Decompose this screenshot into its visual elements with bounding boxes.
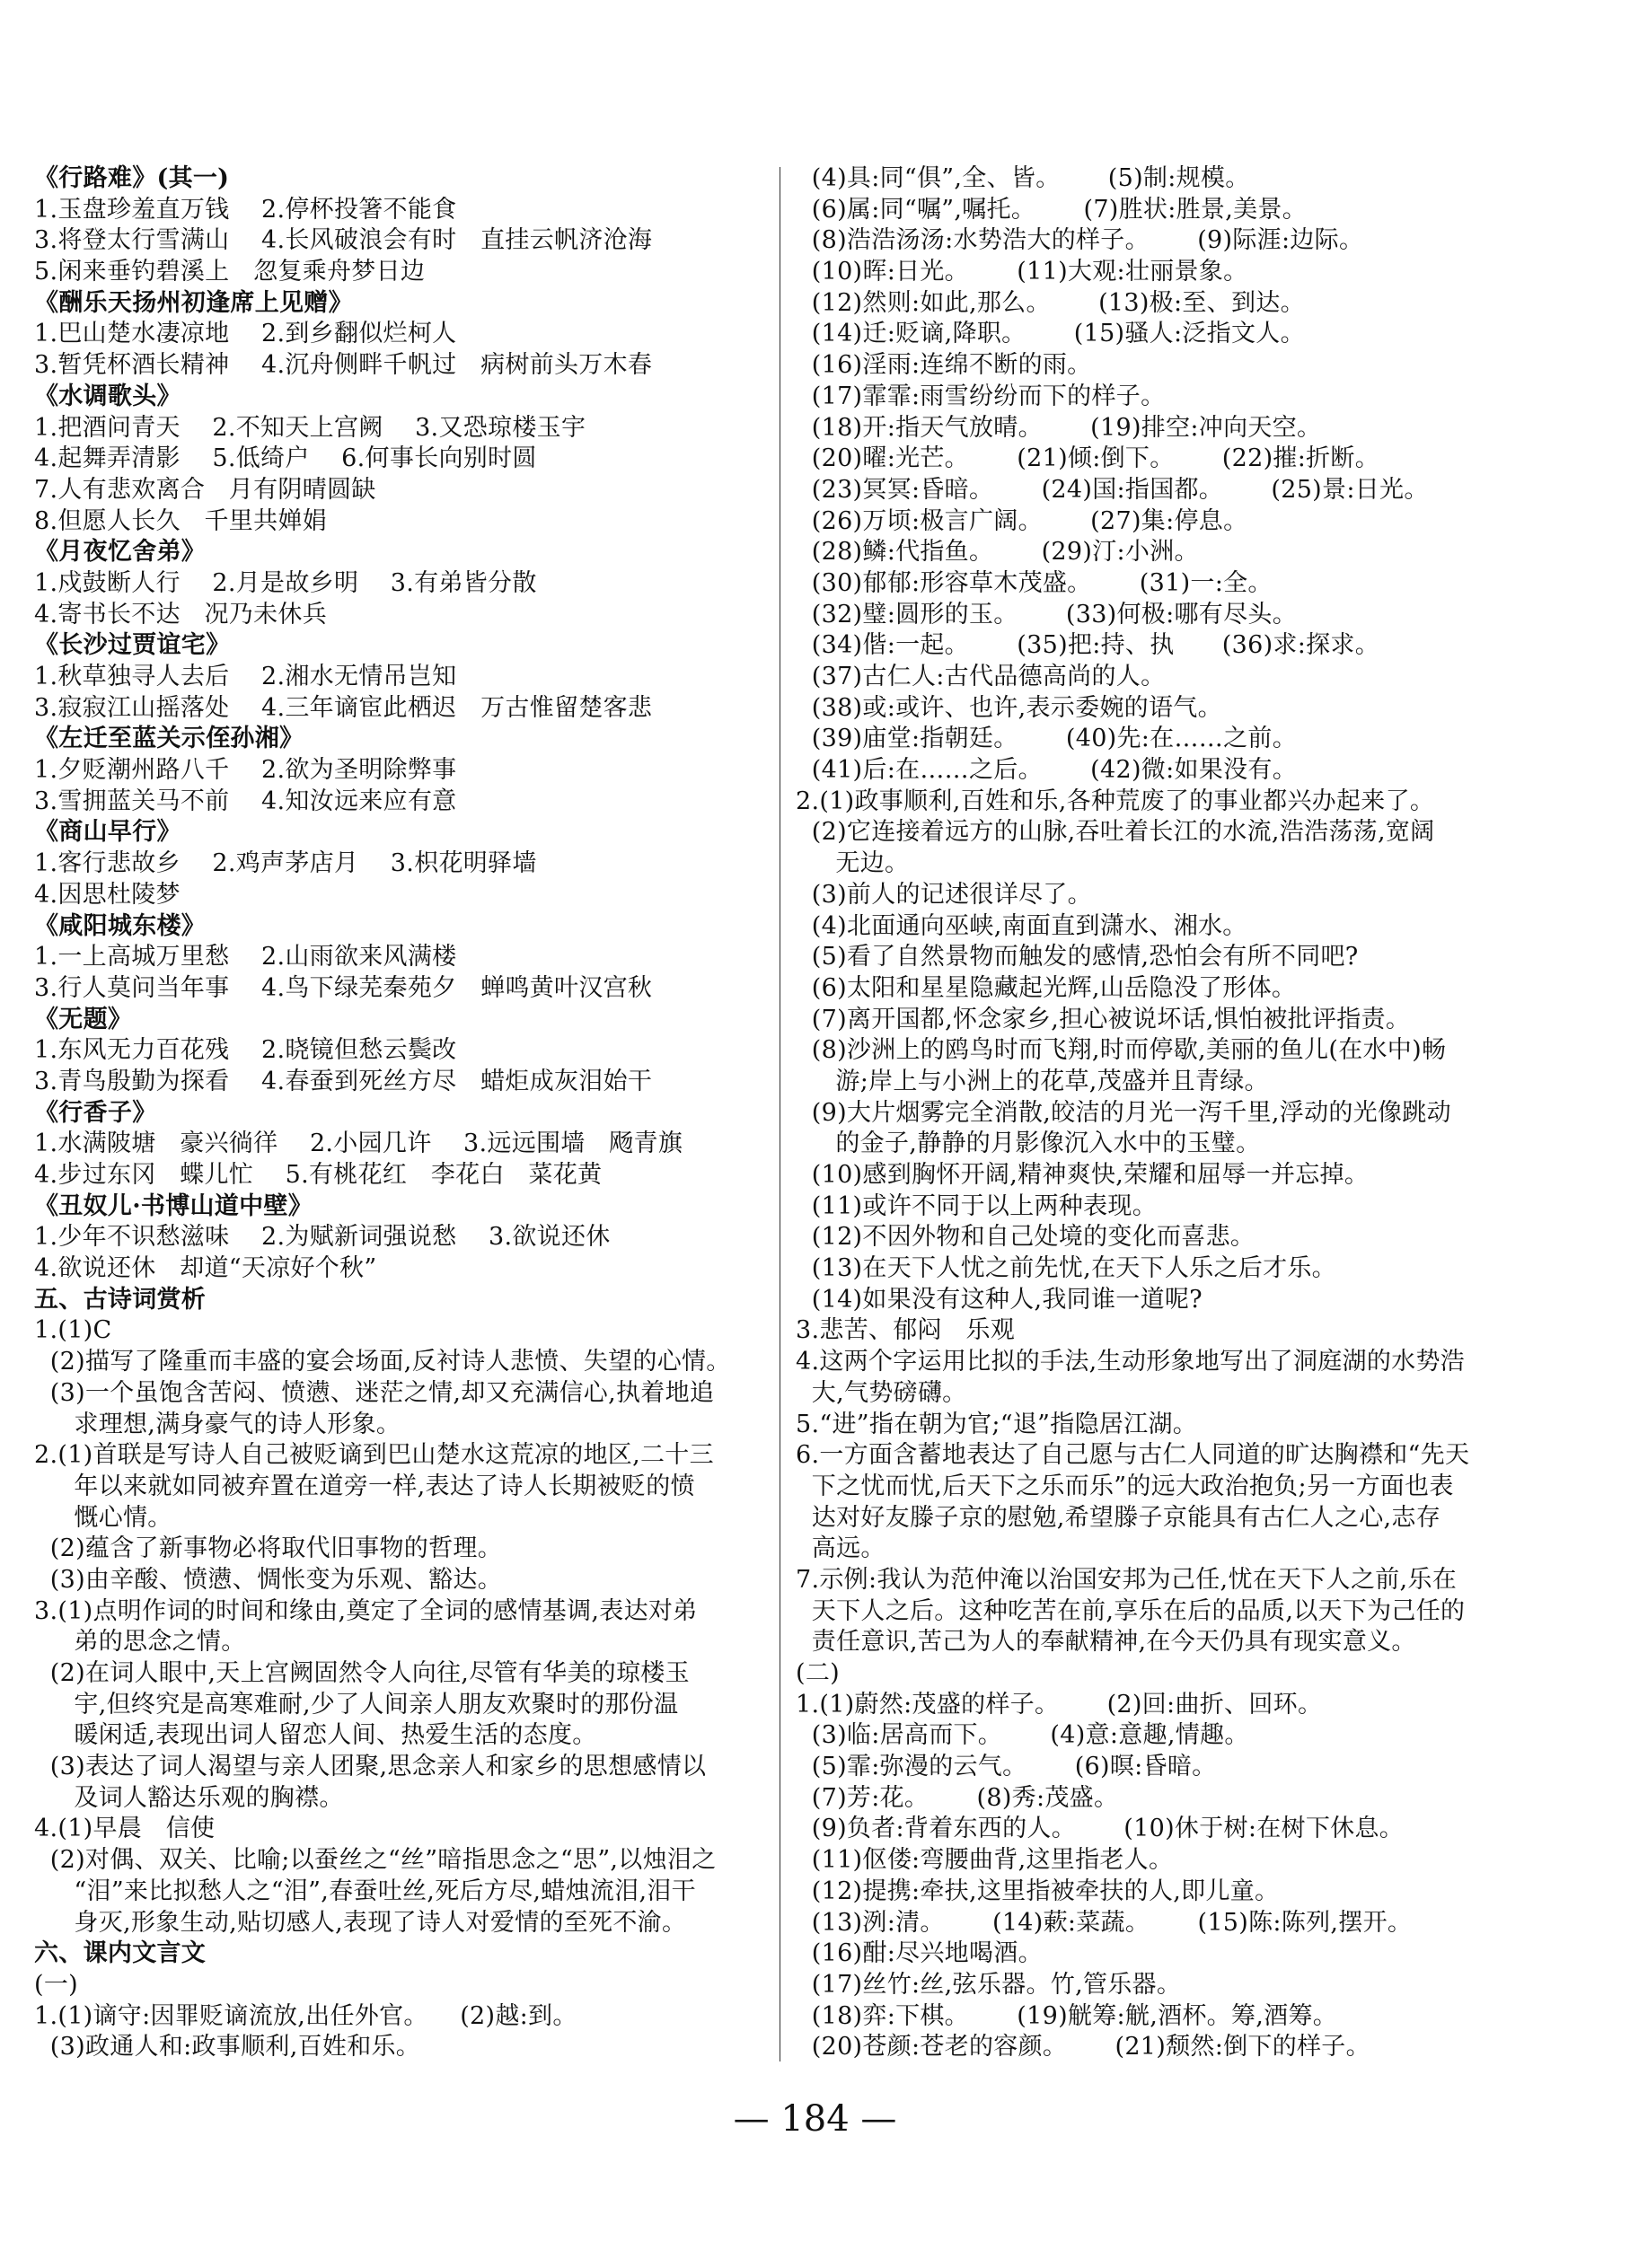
right-column [796, 163, 1568, 2063]
answer-line: 4.因思杜陵梦 [34, 880, 181, 909]
answer-line: (6)太阳和星星隐藏起光辉,山岳隐没了形体。 [796, 973, 1297, 1002]
section-heading: 《咸阳城东楼》 [34, 911, 207, 940]
answer-line: (23)冥冥:昏暗。 (24)国:指国都。 (25)景:日光。 [796, 475, 1429, 504]
section-heading: 《水调歌头》 [34, 382, 181, 410]
answer-line: (4)北面通向巫峡,南面直到潇水、湘水。 [796, 911, 1247, 940]
section-heading: 《商山早行》 [34, 818, 181, 847]
answer-line: 的金子,静静的月影像沉入水中的玉璧。 [796, 1130, 1261, 1158]
answer-line: 1.玉盘珍羞直万钱 2.停杯投箸不能食 [34, 195, 457, 224]
answer-line: (12)提携:牵扶,这里指被牵扶的人,即儿童。 [796, 1877, 1280, 1905]
answer-line: 1.(1)谪守:因罪贬谪流放,出任外官。 (2)越:到。 [34, 2001, 577, 2030]
answer-line: 5.闲来垂钓碧溪上 忽复乘舟梦日边 [34, 258, 426, 286]
answer-line: (9)负者:背着东西的人。 (10)休于树:在树下休息。 [796, 1815, 1405, 1843]
answer-line: (7)芳:花。 (8)秀:茂盛。 [796, 1783, 1119, 1812]
answer-line: 1.秋草独寻人去后 2.湘水无情吊岂知 [34, 663, 457, 690]
answer-line: 1.东风无力百花残 2.晓镜但愁云鬓改 [34, 1036, 457, 1065]
answer-line: 1.(1)蔚然:茂盛的样子。 (2)回:曲折、回环。 [796, 1690, 1323, 1719]
answer-line: 2.(1)首联是写诗人自己被贬谪到巴山楚水这荒凉的地区,二十三 [34, 1441, 714, 1470]
answer-line: 身灭,形象生动,贴切感人,表现了诗人对爱情的至死不渝。 [34, 1908, 687, 1937]
answer-line: 1.巴山楚水凄凉地 2.到乡翻似烂柯人 [34, 320, 457, 348]
answer-line: 7.示例:我认为范仲淹以治国安邦为己任,忧在天下人之前,乐在 [796, 1565, 1458, 1594]
answer-line: (2)描写了隆重而丰盛的宴会场面,反衬诗人悲愤、失望的心情。 [34, 1348, 731, 1376]
answer-line: 2.(1)政事顺利,百姓和乐,各种荒废了的事业都兴办起来了。 [796, 787, 1435, 815]
answer-line: (39)庙堂:指朝廷。 (40)先:在……之前。 [796, 725, 1298, 753]
answer-line: 无边。 [796, 849, 910, 878]
answer-line: (30)郁郁:形容草木茂盛。 (31)一:全。 [796, 568, 1273, 597]
answer-line: 求理想,满身豪气的诗人形象。 [34, 1410, 401, 1438]
answer-line: 及词人豁达乐观的胸襟。 [34, 1783, 344, 1812]
answer-line: (10)晖:日光。 (11)大观:壮丽景象。 [796, 258, 1248, 286]
answer-line: (18)弈:下棋。 (19)觥筹:觥,酒杯。筹,酒筹。 [796, 2001, 1338, 2030]
answer-line: (11)伛偻:弯腰曲背,这里指老人。 [796, 1846, 1174, 1875]
answer-line: 大,气势磅礴。 [796, 1378, 967, 1407]
answer-line: 3.(1)点明作词的时间和缘由,奠定了全词的感情基调,表达对弟 [34, 1596, 698, 1625]
answer-line: (8)沙洲上的鸥鸟时而飞翔,时而停歇,美丽的鱼儿(在水中)畅 [796, 1036, 1447, 1065]
answer-line: 天下人之后。这种吃苦在前,享乐在后的品质,以天下为己任的 [796, 1596, 1466, 1625]
answer-line: 3.行人莫问当年事 4.鸟下绿芜秦苑夕 蝉鸣黄叶汉宫秋 [34, 973, 653, 1002]
answer-line: (3)政通人和:政事顺利,百姓和乐。 [34, 2033, 421, 2061]
answer-line: (17)霏霏:雨雪纷纷而下的样子。 [796, 382, 1166, 410]
answer-line: 责任意识,苦己为人的奉献精神,在今天仍具有现实意义。 [796, 1628, 1416, 1657]
answer-line: (3)由辛酸、愤懑、惆怅变为乐观、豁达。 [34, 1565, 503, 1594]
answer-line: 4.步过东冈 蝶儿忙 5.有桃花红 李花白 菜花黄 [34, 1161, 603, 1189]
answer-line: (3)临:居高而下。 (4)意:意趣,情趣。 [796, 1721, 1249, 1750]
answer-line: (32)璧:圆形的玉。 (33)何极:哪有尽头。 [796, 600, 1298, 629]
section-heading: 《左迁至蓝关示侄孙湘》 [34, 725, 304, 753]
answer-line: 4.起舞弄清影 5.低绮户 6.何事长向别时圆 [34, 444, 537, 473]
answer-line: 1.戍鼓断人行 2.月是故乡明 3.有弟皆分散 [34, 568, 537, 597]
section-heading: 五、古诗词赏析 [34, 1285, 207, 1314]
section-heading: 六、课内文言文 [34, 1939, 207, 1968]
answer-line: 8.但愿人长久 千里共婵娟 [34, 506, 328, 535]
section-heading: 《行路难》(其一) [34, 164, 230, 192]
answer-line: (5)霏:弥漫的云气。 (6)暝:昏暗。 [796, 1753, 1217, 1781]
answer-line: (37)古仁人:古代品德高尚的人。 [796, 663, 1166, 690]
answer-line: (41)后:在……之后。 (42)微:如果没有。 [796, 756, 1298, 785]
answer-line: 3.雪拥蓝关马不前 4.知汝远来应有意 [34, 787, 457, 815]
answer-line: (7)离开国都,怀念家乡,担心被说坏话,惧怕被批评指责。 [796, 1005, 1411, 1033]
answer-line: 达对好友滕子京的慰勉,希望滕子京能具有古仁人之心,志存 [796, 1503, 1441, 1532]
answer-line: (2)蕴含了新事物必将取代旧事物的哲理。 [34, 1534, 503, 1563]
answer-line: (14)迁:贬谪,降职。 (15)骚人:泛指文人。 [796, 320, 1305, 348]
answer-line: 1.(1)C [34, 1316, 112, 1345]
answer-line: (10)感到胸怀开阔,精神爽快,荣耀和屈辱一并忘掉。 [796, 1161, 1370, 1189]
answer-line: 暖闲适,表现出词人留恋人间、热爱生活的态度。 [34, 1721, 597, 1750]
answer-line: 宇,但终究是高寒难耐,少了人间亲人朋友欢聚时的那份温 [34, 1690, 679, 1719]
answer-line: 4.寄书长不达 况乃未休兵 [34, 600, 328, 629]
section-heading: 《行香子》 [34, 1098, 157, 1127]
answer-line: (38)或:或许、也许,表示委婉的语气。 [796, 693, 1222, 722]
answer-line: (17)丝竹:丝,弦乐器。竹,管乐器。 [796, 1970, 1182, 1999]
left-column [34, 163, 776, 2063]
answer-line: (2)对偶、双关、比喻;以蚕丝之“丝”暗指思念之“思”,以烛泪之 [34, 1846, 717, 1875]
answer-line: (8)浩浩汤汤:水势浩大的样子。 (9)际涯:边际。 [796, 226, 1364, 255]
answer-line: 3.暂凭杯酒长精神 4.沉舟侧畔千帆过 病树前头万木春 [34, 351, 653, 380]
section-heading: 《丑奴儿·书博山道中壁》 [34, 1191, 313, 1220]
answer-line: (18)开:指天气放晴。 (19)排空:冲向天空。 [796, 413, 1322, 442]
answer-line: (12)不因外物和自己处境的变化而喜悲。 [796, 1223, 1256, 1252]
answer-line: 3.寂寂江山摇落处 4.三年谪宦此栖迟 万古惟留楚客悲 [34, 693, 653, 722]
answer-line: “泪”来比拟愁人之“泪”,春蚕吐丝,死后方尽,蜡烛流泪,泪干 [34, 1877, 696, 1905]
answer-line: (二) [796, 1659, 840, 1687]
answer-line: 1.把酒问青天 2.不知天上宫阙 3.又恐琼楼玉宇 [34, 413, 586, 442]
section-heading: 《无题》 [34, 1005, 133, 1033]
answer-line: (16)淫雨:连绵不断的雨。 [796, 351, 1092, 380]
answer-line: (2)在词人眼中,天上宫阙固然令人向往,尽管有华美的琼楼玉 [34, 1659, 690, 1687]
answer-line: (20)苍颜:苍老的容颜。 (21)颓然:倒下的样子。 [796, 2033, 1370, 2061]
answer-line: 1.夕贬潮州路八千 2.欲为圣明除弊事 [34, 756, 457, 785]
answer-line: (11)或许不同于以上两种表现。 [796, 1191, 1157, 1220]
answer-line: 3.青鸟殷勤为探看 4.春蚕到死丝方尽 蜡炬成灰泪始干 [34, 1067, 653, 1095]
answer-line: 7.人有悲欢离合 月有阴晴圆缺 [34, 475, 376, 504]
answer-line: (28)鳞:代指鱼。 (29)汀:小洲。 [796, 538, 1199, 567]
section-heading: 《月夜忆舍弟》 [34, 538, 207, 567]
answer-line: (9)大片烟雾完全消散,皎洁的月光一泻千里,浮动的光像跳动 [796, 1098, 1451, 1127]
answer-line: 弟的思念之情。 [34, 1628, 246, 1657]
answer-line: (3)前人的记述很详尽了。 [796, 880, 1092, 909]
answer-line: (6)属:同“嘱”,嘱托。 (7)胜状:胜景,美景。 [796, 195, 1308, 224]
answer-line: 3.将登太行雪满山 4.长风破浪会有时 直挂云帆济沧海 [34, 226, 653, 255]
answer-line: (34)偕:一起。 (35)把:持、执 (36)求:探求。 [796, 631, 1380, 660]
answer-line: (5)看了自然景物而触发的感情,恐怕会有所不同吧? [796, 943, 1359, 971]
answer-line: (20)曜:光芒。 (21)倾:倒下。 (22)摧:折断。 [796, 444, 1380, 473]
answer-line: (12)然则:如此,那么。 (13)极:至、到达。 [796, 288, 1305, 317]
answer-line: (26)万顷:极言广阔。 (27)集:停息。 [796, 506, 1248, 535]
answer-line: 游;岸上与小洲上的花草,茂盛并且青绿。 [796, 1067, 1269, 1095]
answer-line: 1.水满陂塘 豪兴徜徉 2.小园几许 3.远远围墙 飏青旗 [34, 1130, 683, 1158]
answer-line: 年以来就如同被弃置在道旁一样,表达了诗人长期被贬的愤 [34, 1472, 695, 1500]
answer-line: (3)表达了词人渴望与亲人团聚,思念亲人和家乡的思想感情以 [34, 1753, 707, 1781]
answer-line: (13)在天下人忧之前先忧,在天下人乐之后才乐。 [796, 1254, 1336, 1283]
answer-line: 4.(1)早晨 信使 [34, 1815, 216, 1843]
answer-line: 3.悲苦、郁闷 乐观 [796, 1316, 1016, 1345]
answer-line: (16)酣:尽兴地喝酒。 [796, 1939, 1043, 1968]
section-heading: 《长沙过贾谊宅》 [34, 631, 231, 660]
answer-line: (14)如果没有这种人,我同谁一道呢? [796, 1285, 1203, 1314]
answer-line: 慨心情。 [34, 1503, 172, 1532]
answer-line: (2)它连接着远方的山脉,吞吐着长江的水流,浩浩荡荡,宽阔 [796, 818, 1435, 847]
answer-line: (13)洌:清。 (14)蔌:菜蔬。 (15)陈:陈列,摆开。 [796, 1908, 1413, 1937]
answer-line: 5.“进”指在朝为官;“退”指隐居江湖。 [796, 1410, 1198, 1438]
answer-line: (3)一个虽饱含苦闷、愤懑、迷茫之情,却又充满信心,执着地追 [34, 1378, 715, 1407]
answer-line: 6.一方面含蓄地表达了自己愿与古仁人同道的旷达胸襟和“先天 [796, 1441, 1470, 1470]
section-heading: 《酬乐天扬州初逢席上见赠》 [34, 288, 353, 317]
answer-line: 1.一上高城万里愁 2.山雨欲来风满楼 [34, 943, 457, 971]
answer-line: 4.欲说还休 却道“天凉好个秋” [34, 1254, 377, 1283]
page-number: — 184 — [733, 2098, 897, 2140]
answer-line: (4)具:同“俱”,全、皆。 (5)制:规模。 [796, 164, 1250, 192]
answer-line: (一) [34, 1970, 78, 1999]
answer-line: 下之忧而忧,后天下之乐而乐”的远大政治抱负;另一方面也表 [796, 1472, 1454, 1500]
answer-line: 4.这两个字运用比拟的手法,生动形象地写出了洞庭湖的水势浩 [796, 1348, 1466, 1376]
answer-line: 1.客行悲故乡 2.鸡声茅店月 3.枳花明驿墙 [34, 849, 537, 878]
answer-line: 1.少年不识愁滋味 2.为赋新词强说愁 3.欲说还休 [34, 1223, 611, 1252]
answer-line: 高远。 [796, 1534, 885, 1563]
